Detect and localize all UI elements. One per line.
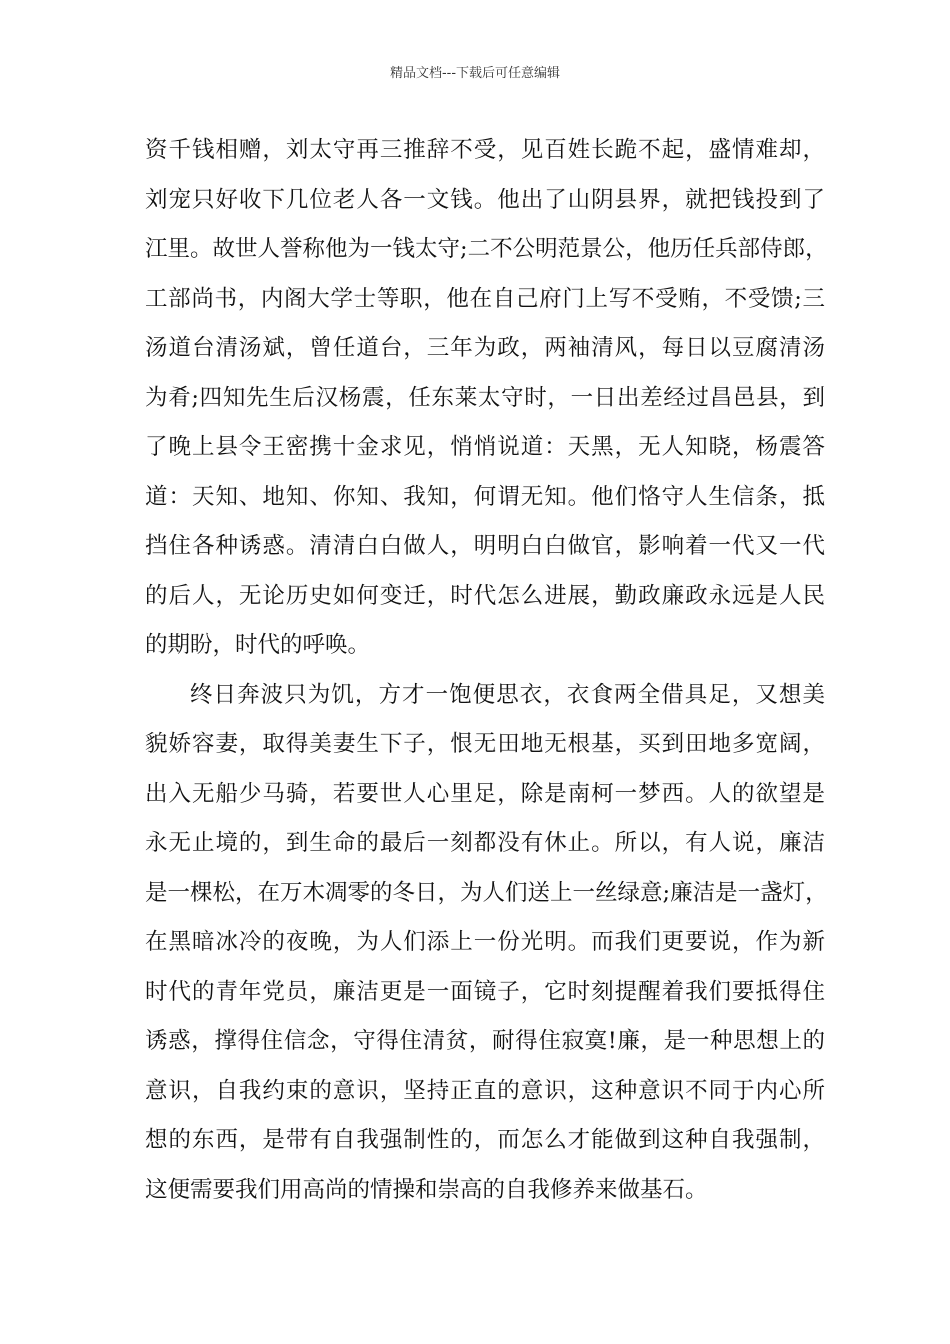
paragraph-2-line-1: 终日奔波只为饥，方才一饱便思衣，衣食两全借具足，又想美: [190, 681, 825, 708]
paragraph-1-line-1: 资千钱相赠，刘太守再三推辞不受，见百姓长跪不起，盛情难却，: [145, 137, 825, 163]
paragraph-1-line-3: 江里。故世人誉称他为一钱太守;二不公明范景公，他历任兵部侍郎，: [145, 236, 828, 262]
paragraph-1-line-2: 刘宠只好收下几位老人各一文钱。他出了山阴县界，就把钱投到了: [145, 186, 825, 213]
paragraph-1-line-4: 工部尚书，内阁大学士等职，他在自己府门上写不受贿，不受馈;三: [145, 285, 825, 312]
paragraph-2-line-8: 诱惑，撑得住信念，守得住清贫，耐得住寂寞!廉，是一种思想上的: [145, 1028, 825, 1054]
paragraph-2-line-9: 意识，自我约束的意识，坚持正直的意识，这种意识不同于内心所: [145, 1077, 825, 1104]
page-header: 精品文档---下载后可任意编辑: [389, 66, 561, 81]
paragraph-1-line-11: 的期盼，时代的呼唤。: [145, 632, 371, 658]
paragraph-1-line-7: 了晚上县令王密携十金求见，悄悄说道：天黑，无人知晓，杨震答: [145, 434, 825, 460]
paragraph-1-line-9: 挡住各种诱惑。清清白白做人，明明白白做官，影响着一代又一代: [145, 533, 825, 559]
paragraph-1-line-10: 的后人，无论历史如何变迁，时代怎么进展，勤政廉政永远是人民: [145, 582, 825, 609]
paragraph-2-line-6: 在黑暗冰冷的夜晚，为人们添上一份光明。而我们更要说，作为新: [145, 929, 825, 955]
paragraph-2-line-3: 出入无船少马骑，若要世人心里足，除是南柯一梦西。人的欲望是: [145, 780, 825, 807]
paragraph-1-line-8: 道：天知、地知、你知、我知，何谓无知。他们恪守人生信条，抵: [145, 483, 825, 510]
paragraph-2-line-11: 这便需要我们用高尚的情操和崇高的自我修养来做基石。: [145, 1176, 708, 1203]
paragraph-2-line-10: 想的东西，是带有自我强制性的，而怎么才能做到这种自我强制，: [145, 1127, 825, 1153]
paragraph-2-line-5: 是一棵松，在万木凋零的冬日，为人们送上一丝绿意;廉洁是一盏灯，: [145, 879, 828, 906]
paragraph-1-line-6: 为肴;四知先生后汉杨震，任东莱太守时，一日出差经过昌邑县，到: [145, 384, 825, 411]
paragraph-2-line-4: 永无止境的，到生命的最后一刻都没有休止。所以，有人说，廉洁: [145, 830, 825, 856]
document-body: [145, 126, 828, 1215]
paragraph-2-line-7: 时代的青年党员，廉洁更是一面镜子，它时刻提醒着我们要抵得住: [145, 978, 825, 1005]
paragraph-1-line-5: 汤道台清汤斌，曾任道台，三年为政，两袖清风，每日以豆腐清汤: [145, 335, 825, 361]
paragraph-2-line-2: 貌娇容妻，取得美妻生下子，恨无田地无根基，买到田地多宽阔，: [145, 731, 825, 757]
